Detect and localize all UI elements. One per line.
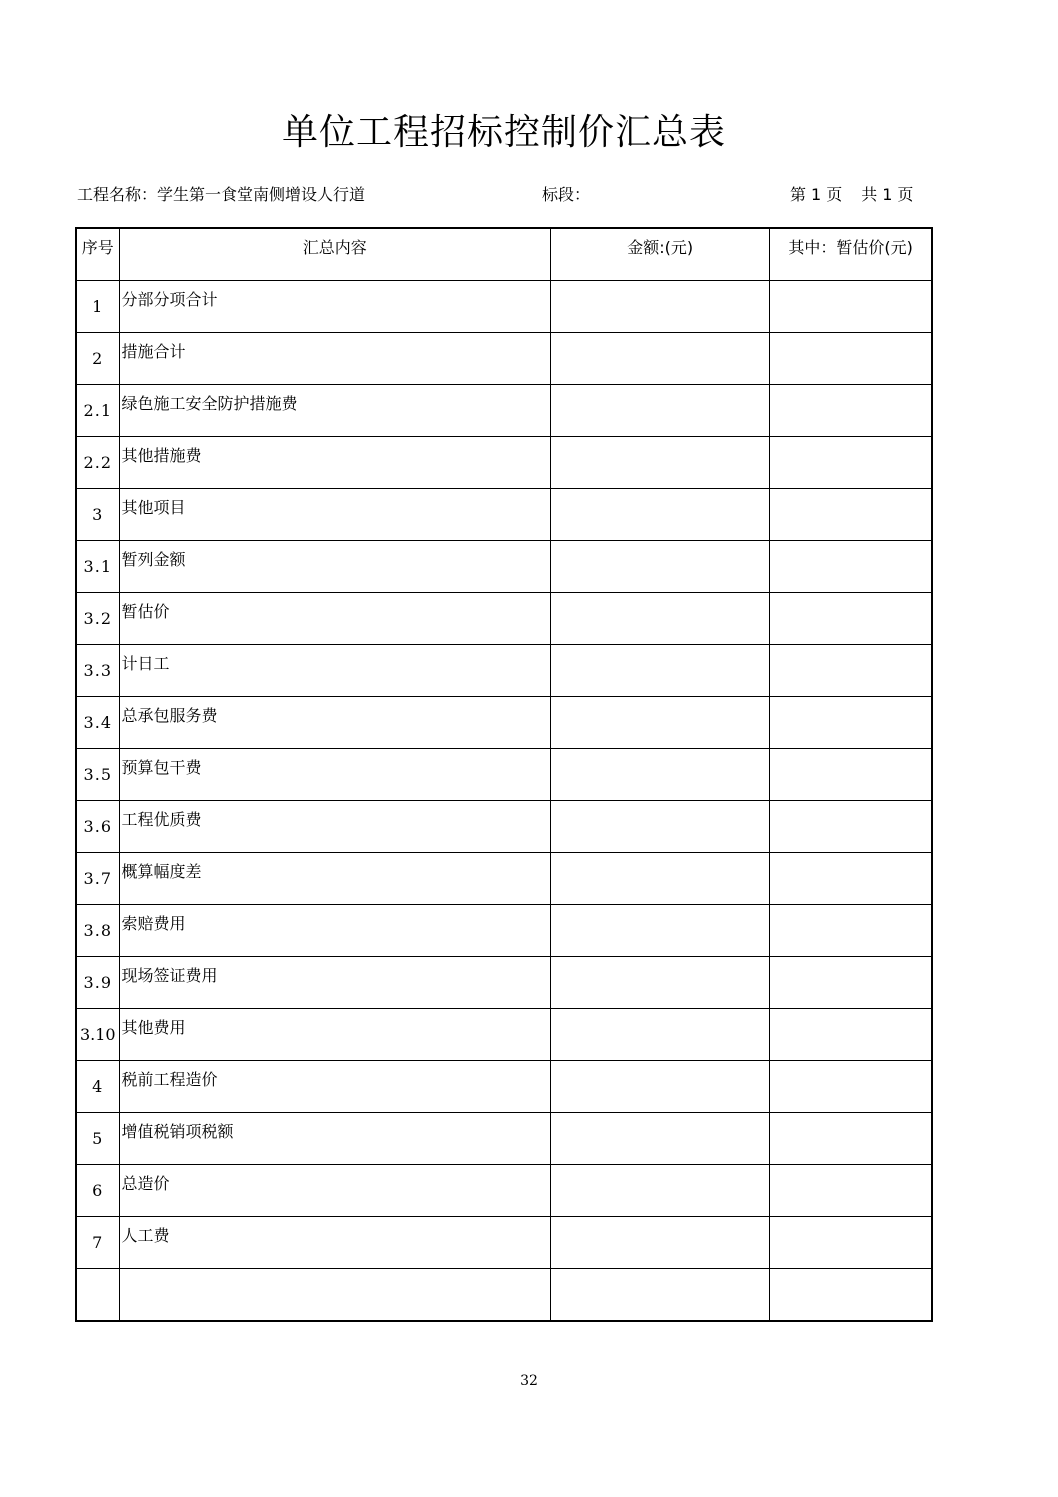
table-row — [76, 957, 932, 1009]
table-row — [76, 1165, 932, 1217]
table-row — [76, 489, 932, 541]
row-provisional — [770, 1009, 932, 1061]
row-content: 绿色施工安全防护措施费 — [119, 385, 551, 437]
row-provisional — [770, 905, 932, 957]
row-no: 2.2 — [76, 437, 119, 489]
row-content — [119, 1269, 551, 1322]
row-no: 4 — [76, 1061, 119, 1113]
row-amount — [551, 1269, 770, 1322]
row-no: 3.6 — [76, 801, 119, 853]
row-content: 索赔费用 — [119, 905, 551, 957]
table-row — [76, 437, 932, 489]
row-no: 2.1 — [76, 385, 119, 437]
table-header-row — [76, 228, 932, 281]
row-provisional — [770, 437, 932, 489]
table-row — [76, 749, 932, 801]
row-amount — [551, 749, 770, 801]
row-content: 其他措施费 — [119, 437, 551, 489]
page-number: 32 — [520, 1373, 538, 1389]
row-amount — [551, 385, 770, 437]
row-amount — [551, 1009, 770, 1061]
row-amount — [551, 489, 770, 541]
row-no: 5 — [76, 1113, 119, 1165]
row-provisional — [770, 489, 932, 541]
row-amount — [551, 645, 770, 697]
row-provisional — [770, 957, 932, 1009]
row-provisional — [770, 593, 932, 645]
project-name: 工程名称：学生第一食堂南侧增设人行道 — [77, 185, 366, 204]
row-provisional — [770, 541, 932, 593]
row-no: 3.10 — [76, 1009, 119, 1061]
row-amount — [551, 437, 770, 489]
summary-table — [75, 227, 933, 1322]
table-row — [76, 1217, 932, 1269]
row-provisional — [770, 1165, 932, 1217]
header-no: 序号 — [76, 228, 119, 281]
page-current: 1 — [811, 185, 822, 204]
row-no: 6 — [76, 1165, 119, 1217]
row-amount — [551, 905, 770, 957]
row-provisional — [770, 385, 932, 437]
header-provisional: 其中：暂估价(元) — [770, 228, 932, 281]
row-provisional — [770, 697, 932, 749]
total-prefix: 共 — [861, 185, 878, 204]
row-amount — [551, 697, 770, 749]
page-prefix: 第 — [790, 185, 807, 204]
row-content: 增值税销项税额 — [119, 1113, 551, 1165]
row-content: 人工费 — [119, 1217, 551, 1269]
table-row — [76, 385, 932, 437]
row-provisional — [770, 749, 932, 801]
row-content: 暂列金额 — [119, 541, 551, 593]
row-provisional — [770, 281, 932, 333]
row-amount — [551, 1165, 770, 1217]
row-amount — [551, 1113, 770, 1165]
table-row — [76, 541, 932, 593]
row-no: 1 — [76, 281, 119, 333]
page-info — [790, 182, 918, 205]
row-provisional — [770, 1217, 932, 1269]
table-row — [76, 905, 932, 957]
total-suffix: 页 — [897, 185, 914, 204]
row-amount — [551, 1061, 770, 1113]
header-amount: 金额:(元) — [551, 228, 770, 281]
table-row — [76, 801, 932, 853]
total-pages: 1 — [882, 185, 893, 204]
row-amount — [551, 801, 770, 853]
row-no: 3.8 — [76, 905, 119, 957]
section-label: 标段： — [542, 185, 591, 204]
table-row — [76, 1269, 932, 1322]
table-row — [76, 593, 932, 645]
row-provisional — [770, 333, 932, 385]
header-content: 汇总内容 — [119, 228, 551, 281]
row-no: 3.3 — [76, 645, 119, 697]
table-row — [76, 1113, 932, 1165]
row-no: 7 — [76, 1217, 119, 1269]
row-no — [76, 1269, 119, 1322]
row-amount — [551, 593, 770, 645]
row-amount — [551, 853, 770, 905]
row-amount — [551, 957, 770, 1009]
row-no: 3.9 — [76, 957, 119, 1009]
table-row — [76, 333, 932, 385]
table-row — [76, 281, 932, 333]
row-amount — [551, 541, 770, 593]
row-no: 3 — [76, 489, 119, 541]
page-suffix: 页 — [826, 185, 843, 204]
row-provisional — [770, 853, 932, 905]
row-provisional — [770, 645, 932, 697]
row-no: 3.5 — [76, 749, 119, 801]
row-no: 3.1 — [76, 541, 119, 593]
row-content: 总造价 — [119, 1165, 551, 1217]
table-row — [76, 1009, 932, 1061]
row-content: 其他费用 — [119, 1009, 551, 1061]
row-content: 总承包服务费 — [119, 697, 551, 749]
row-content: 现场签证费用 — [119, 957, 551, 1009]
row-no: 2 — [76, 333, 119, 385]
row-content: 预算包干费 — [119, 749, 551, 801]
row-content: 措施合计 — [119, 333, 551, 385]
row-amount — [551, 333, 770, 385]
row-amount — [551, 281, 770, 333]
row-provisional — [770, 1113, 932, 1165]
row-provisional — [770, 801, 932, 853]
row-provisional — [770, 1269, 932, 1322]
row-content: 计日工 — [119, 645, 551, 697]
row-no: 3.7 — [76, 853, 119, 905]
table-row — [76, 697, 932, 749]
row-content: 分部分项合计 — [119, 281, 551, 333]
row-content: 税前工程造价 — [119, 1061, 551, 1113]
table-row — [76, 645, 932, 697]
row-content: 概算幅度差 — [119, 853, 551, 905]
table-row — [76, 1061, 932, 1113]
row-content: 工程优质费 — [119, 801, 551, 853]
table-row — [76, 853, 932, 905]
row-no: 3.2 — [76, 593, 119, 645]
row-no: 3.4 — [76, 697, 119, 749]
row-provisional — [770, 1061, 932, 1113]
document-title: 单位工程招标控制价汇总表 — [281, 112, 726, 153]
row-content: 其他项目 — [119, 489, 551, 541]
row-amount — [551, 1217, 770, 1269]
row-content: 暂估价 — [119, 593, 551, 645]
